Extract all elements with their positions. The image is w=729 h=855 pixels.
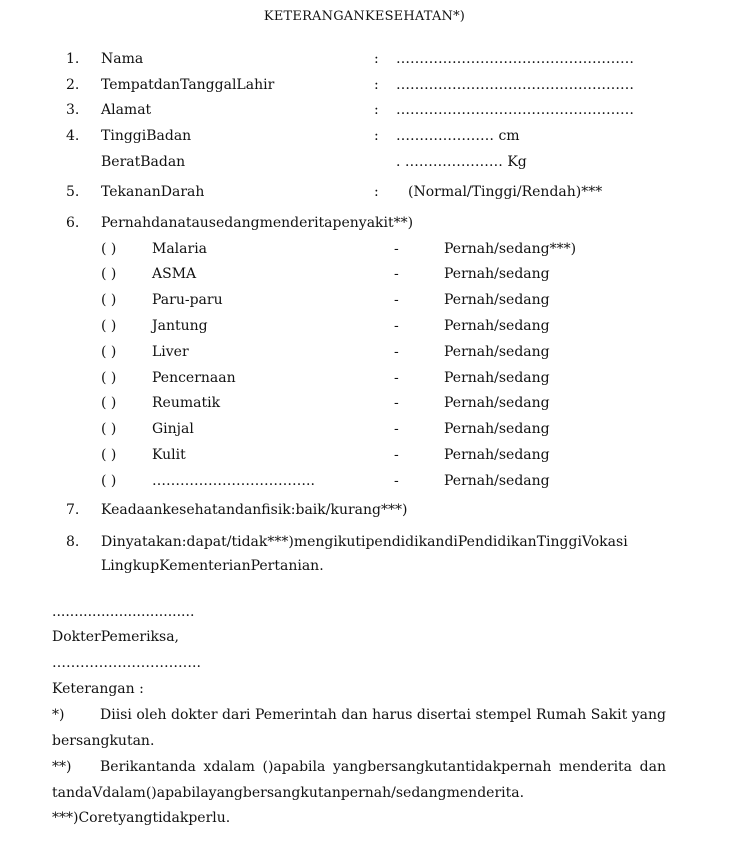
disease-status: Pernah/sedang xyxy=(444,447,550,463)
note-2 xyxy=(52,754,666,806)
disease-dash: - xyxy=(394,292,399,308)
field-number: 5. xyxy=(66,184,80,200)
field-value[interactable]: …………………………………………… xyxy=(396,102,634,118)
field-value[interactable]: …………………………………………… xyxy=(396,51,634,67)
disease-status: Pernah/sedang xyxy=(444,473,550,489)
disease-name: Malaria xyxy=(152,241,208,257)
field-label: Nama xyxy=(101,51,144,67)
item-8-number: 8. xyxy=(66,534,80,550)
page-title: KETERANGANKESEHATAN*) xyxy=(263,9,466,24)
disease-checkbox[interactable]: ( ) xyxy=(101,266,117,282)
disease-name: Reumatik xyxy=(152,395,221,411)
disease-name: Jantung xyxy=(152,318,208,334)
item-7-number: 7. xyxy=(66,502,80,518)
disease-dash: - xyxy=(394,370,399,386)
field-colon: : xyxy=(374,51,379,67)
note-1 xyxy=(52,702,666,754)
notes-title: Keterangan : xyxy=(52,681,144,697)
disease-checkbox[interactable]: ( ) xyxy=(101,395,117,411)
disease-checkbox[interactable]: ( ) xyxy=(101,318,117,334)
disease-status: Pernah/sedang xyxy=(444,421,550,437)
item-6-label: Pernahdanatausedangmenderitapenyakit**) xyxy=(101,215,414,231)
disease-checkbox[interactable]: ( ) xyxy=(101,370,117,386)
field-number: 1. xyxy=(66,51,80,67)
item-6-number: 6. xyxy=(66,215,80,231)
field-label: BeratBadan xyxy=(101,154,186,170)
field-colon: : xyxy=(374,128,379,144)
field-value[interactable]: . ………………… Kg xyxy=(396,154,527,170)
note-3: ***)Coretyangtidakperlu. xyxy=(52,810,231,826)
disease-status: Pernah/sedang xyxy=(444,292,550,308)
signature-dots-bottom[interactable]: ………………………….. xyxy=(52,655,201,671)
disease-dash: - xyxy=(394,473,399,489)
note-2-text: Berikantanda xdalam ()apabila yangbersangkutantidakpernah menderita dan tandaVdalam()apabilayangbersangkutanpernah/sedangmenderita. xyxy=(52,759,666,801)
disease-name: Kulit xyxy=(152,447,186,463)
disease-dash: - xyxy=(394,421,399,437)
disease-status: Pernah/sedang***) xyxy=(444,241,577,257)
disease-status: Pernah/sedang xyxy=(444,370,550,386)
field-value[interactable]: ………………… cm xyxy=(396,128,520,144)
disease-dash: - xyxy=(394,344,399,360)
disease-dash: - xyxy=(394,318,399,334)
item-8-line-1: Dinyatakan:dapat/tidak***)mengikutipendidikandiPendidikanTinggiVokasi xyxy=(101,534,628,550)
field-colon: : xyxy=(374,102,379,118)
item-8-line-2: LingkupKementerianPertanian. xyxy=(101,558,324,574)
item-7-label: Keadaankesehatandanfisik:baik/kurang***) xyxy=(101,502,408,518)
disease-status: Pernah/sedang xyxy=(444,266,550,282)
disease-checkbox[interactable]: ( ) xyxy=(101,344,117,360)
disease-checkbox[interactable]: ( ) xyxy=(101,447,117,463)
field-number: 3. xyxy=(66,102,80,118)
disease-name-blank[interactable]: …………………………….. xyxy=(152,473,315,489)
disease-name: ASMA xyxy=(152,266,197,282)
disease-dash: - xyxy=(394,266,399,282)
disease-name: Paru-paru xyxy=(152,292,223,308)
disease-checkbox[interactable]: ( ) xyxy=(101,241,117,257)
field-label: Alamat xyxy=(101,102,152,118)
disease-checkbox[interactable]: ( ) xyxy=(101,473,117,489)
disease-name: Liver xyxy=(152,344,189,360)
disease-name: Pencernaan xyxy=(152,370,236,386)
doctor-label: DokterPemeriksa, xyxy=(52,629,180,645)
disease-dash: - xyxy=(394,241,399,257)
disease-status: Pernah/sedang xyxy=(444,344,550,360)
field-number: 4. xyxy=(66,128,80,144)
disease-status: Pernah/sedang xyxy=(444,318,550,334)
disease-checkbox[interactable]: ( ) xyxy=(101,421,117,437)
field-colon: : xyxy=(374,184,379,200)
field-label: TekananDarah xyxy=(101,184,205,200)
disease-status: Pernah/sedang xyxy=(444,395,550,411)
disease-name: Ginjal xyxy=(152,421,194,437)
field-label: TempatdanTanggalLahir xyxy=(101,77,275,93)
disease-checkbox[interactable]: ( ) xyxy=(101,292,117,308)
note-1-mark: *) xyxy=(52,707,65,723)
field-label: TinggiBadan xyxy=(101,128,192,144)
note-2-mark: **) xyxy=(52,759,72,775)
disease-dash: - xyxy=(394,447,399,463)
disease-dash: - xyxy=(394,395,399,411)
field-value[interactable]: (Normal/Tinggi/Rendah)*** xyxy=(408,184,603,200)
field-colon: : xyxy=(374,77,379,93)
signature-dots-top[interactable]: ................................ xyxy=(52,604,195,620)
field-number: 2. xyxy=(66,77,80,93)
note-1-text: Diisi oleh dokter dari Pemerintah dan harus disertai stempel Rumah Sakit yang bersangkutan. xyxy=(52,707,666,749)
field-value[interactable]: …………………………………………… xyxy=(396,77,634,93)
